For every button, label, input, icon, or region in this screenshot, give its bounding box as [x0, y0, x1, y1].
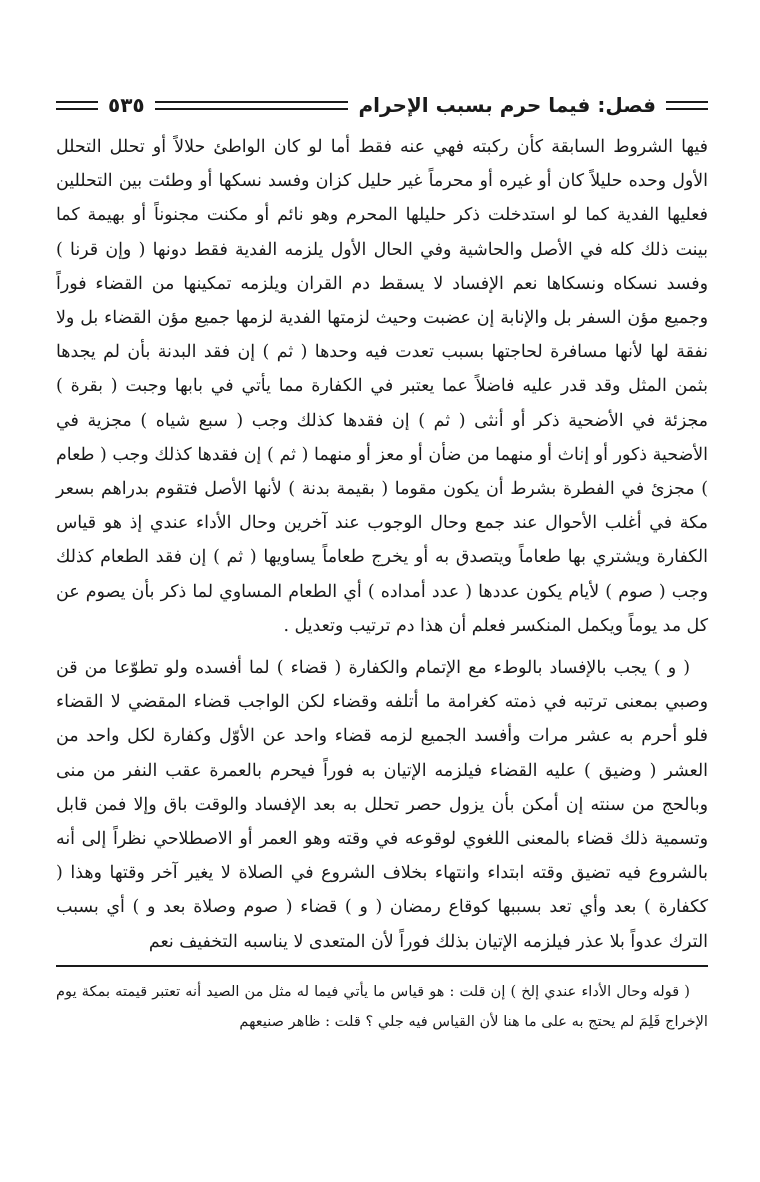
chapter-title: فصل: فيما حرم بسبب الإحرام	[358, 93, 656, 117]
header-rule-middle	[155, 101, 349, 110]
footnote-divider	[56, 965, 708, 967]
paragraph-2: ( و ) يجب بالإفساد بالوطء مع الإتمام والكفارة ( قضاء ) لما أفسده ولو تطوّعا من قن وصبي بمعنى ترتبه في ذمته كغرامة ما أتلفه وقضاء لكن الواجب قضاء المقضي لا القضاء فلو أحرم به عشر مرات وأفسد الجميع لزمه قضاء واحد عن الأوّل وكفارة لكل واحد من العشر ( وضيق ) عليه القضاء فيلزمه الإتيان به فوراً فيحرم بالعمرة عقب النفر من منى وبالحج من سنته إن أمكن بأن يزول حصر تحلل به بعد الإفساد والوقت باق وإلا فمن قابل وتسمية ذلك قضاء بالمعنى اللغوي لوقوعه في وقته وهو العمر أو الاصطلاحي نظراً إلى أنه بالشروع فيه تضيق وقته ابتداء وانتهاء بخلاف الشروع في الصلاة لا يغير آخر وقتها وهذا ( ككفارة ) بعد وأي تعد بسببها كوقاع رمضان ( و ) قضاء ( صوم وصلاة بعد و ) أي بسبب الترك عدواً بلا عذر فيلزمه الإتيان بذلك فوراً لأن المتعدى لا يناسبه التخفيف نعم	[56, 658, 708, 952]
book-page	[56, 88, 708, 1051]
footnote: ( قوله وحال الأداء عندي إلخ ) إن قلت : هو قياس ما يأتي فيما له مثل من الصيد أنه تعتبر قيمته بمكة يوم الإخراج فَلِمَ لم يحتج به على ما هنا لأن القياس فيه جلي ؟ قلت : ظاهر صنيعهم	[56, 982, 708, 1030]
main-text	[56, 130, 708, 959]
running-header	[56, 88, 708, 122]
header-rule-right	[666, 101, 708, 110]
paragraph-1: فيها الشروط السابقة كأن ركبته فهي عنه فقط أما لو كان الواطئ حلالاً أو تحلل التحلل الأول وحده حليلاً كان أو غيره أو محرماً غير حليل كزان وفسد نسكها أو وطئت بين التحللين فعليها الفدية كما لو استدخلت ذكر حليلها المحرم وهو نائم أو مكنت مجنوناً أو بهيمة كما بينت ذلك كله في الأصل والحاشية وفي الحال الأول يلزمه الفدية فقط دونها ( وإن قرنا ) وفسد نسكاه ونسكاها نعم الإفساد لا يسقط دم القران ويلزمه تمكينها من القضاء فوراً وجميع مؤن السفر بل والإنابة إن عضبت وحيث لزمتها الفدية لزمها جميع مؤن القضاء بل ولا نفقة لها لأنها مسافرة لحاجتها بسبب تعدت فيه وحدها ( ثم ) إن فقد البدنة بأن لم يجدها بثمن المثل وقد قدر عليه فاضلاً عما يعتبر في الكفارة مما يأتي في بابها وجبت ( بقرة ) مجزئة في الأضحية ذكر أو أنثى ( ثم ) إن فقدها كذلك وجب ( سبع شياه ) مجزية في الأضحية ذكور أو إناث أو منهما من ضأن أو معز أو منهما ( ثم ) إن فقدها كذلك وجب ( طعام ) مجزئ في الفطرة بشرط أن يكون مقوما ( بقيمة بدنة ) لأنها الأصل فتقوم بدراهم بسعر مكة في أغلب الأحوال عند جمع وحال الوجوب عند آخرين وحال الأداء عندي إذ هو قياس الكفارة ويشتري بها طعاماً ويتصدق به أو يخرج طعاماً يساويها ( ثم ) إن فقد الطعام كذلك وجب ( صوم ) لأيام يكون عددها ( عدد أمداده ) أي الطعام المساوي لما ذكر بأن يصوم عن كل مد يوماً ويكمل المنكسر فعلم أن هذا دم ترتيب وتعديل .	[56, 137, 708, 636]
header-rule-left	[56, 101, 98, 110]
page-number: ٥٣٥	[108, 93, 145, 117]
